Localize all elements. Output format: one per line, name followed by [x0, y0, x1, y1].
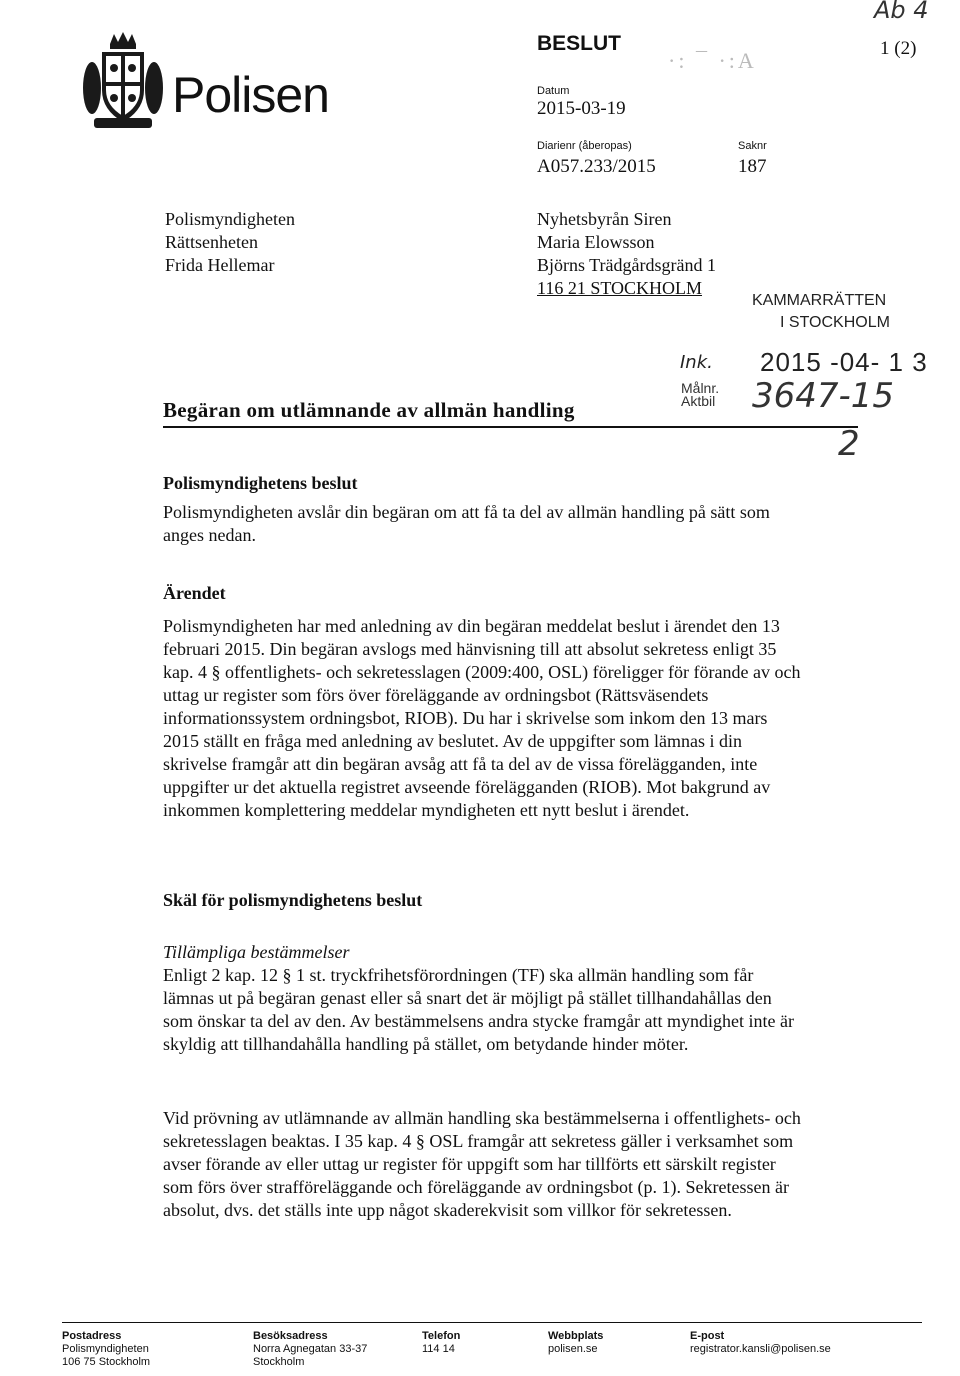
recipient-line: Björns Trädgårdsgränd 1	[537, 255, 716, 275]
footer-postal-address	[62, 1330, 150, 1369]
footer-divider	[62, 1322, 922, 1323]
received-label: Ink.	[680, 352, 713, 373]
diarienr-value: A057.233/2015	[537, 156, 656, 177]
recipient-block	[537, 208, 716, 300]
document-type: BESLUT	[537, 32, 621, 55]
footer-website	[548, 1330, 603, 1356]
subject-underline	[163, 426, 858, 428]
sender-line: Rättsenheten	[165, 232, 258, 252]
saknr-value: 187	[738, 156, 767, 177]
footer-heading: E-post	[690, 1330, 725, 1342]
recipient-line: 116 21 STOCKHOLM	[537, 278, 703, 298]
police-crest-logo	[80, 30, 166, 134]
sender-block	[165, 208, 295, 277]
date-value: 2015-03-19	[537, 98, 626, 119]
footer-heading: Besöksadress	[253, 1330, 328, 1342]
brand-name: Polisen	[172, 67, 329, 123]
footer-line: Polismyndigheten	[62, 1343, 149, 1355]
court-stamp-line: I STOCKHOLM	[780, 314, 890, 331]
handwritten-case-number: 3647-15	[752, 376, 895, 416]
footer-heading: Webbplats	[548, 1330, 604, 1342]
court-stamp-line: KAMMARRÄTTEN	[752, 292, 887, 309]
footer-heading: Telefon	[422, 1330, 461, 1342]
handwritten-aktbil-number: 2	[838, 424, 860, 464]
footer-line: polisen.se	[548, 1343, 598, 1355]
footer-line: Norra Agnegatan 33-37	[253, 1343, 368, 1355]
diarienr-label: Diarienr (åberopas)	[537, 140, 632, 152]
sender-line: Polismyndigheten	[165, 209, 295, 229]
case-number-label	[681, 382, 719, 408]
footer-visit-address	[253, 1330, 367, 1369]
footer-email	[690, 1330, 831, 1356]
received-date: 2015 -04- 1 3	[760, 347, 928, 377]
aktbil-label: Aktbil	[681, 393, 716, 409]
footer-phone	[422, 1330, 460, 1356]
faded-stamp: ·: ¯ ·:A	[668, 48, 757, 73]
decision-text: Polismyndigheten avslår din begäran om att få ta del av allmän handling på sätt som anges nedan.	[163, 502, 770, 545]
rules-subheading: Tillämpliga bestämmelser	[163, 942, 350, 962]
malnr-label: Målnr.	[681, 380, 720, 396]
saknr-label: Saknr	[738, 140, 767, 152]
footer-line: registrator.kansli@polisen.se	[690, 1343, 831, 1355]
case-text: Polismyndigheten har med anledning av din begäran meddelat beslut i ärendet den 13 februari 2015. Din begäran avslogs med hänvisning till att absolut sekretess enligt 35 kap. 4 § offentlighets- och sekretesslagen (2009:400, OSL) föreligger för förande av och uttag ur register som förs över föreläggande av ordningsbot (Rättsväsendets informationssystem ordningsbot, RIOB). Du har i skrivelse som inkom den 13 mars 2015 ställt en fråga med anledning av beslutet. Av de uppgifter som lämnas i din skrivelse framgår att din begäran avsåg att få ta del av de vissa förelägganden, inte uppgifter ur det aktuella registret avseende förelägganden (RIOB). Mot bakgrund av inkommen komplettering meddelar myndigheten ett nytt beslut i ärendet.	[163, 616, 801, 820]
rules-text-2: Vid prövning av utlämnande av allmän handling ska bestämmelserna i offentlighets- och sekretesslagen beaktas. I 35 kap. 4 § OSL framgår att sekretess gäller i verksamhet som avser förande av eller uttag ur register för uppgift som har tillförts ett särskilt register som förs över strafföreläggande och föreläggande av ordningsbot (p. 1). Sekretessen är absolut, dvs. det ställs inte upp något skaderekvisit som villkor för sekretessen.	[163, 1108, 801, 1220]
handwritten-ab-mark: Ab 4	[874, 0, 929, 24]
case-heading: Ärendet	[163, 583, 226, 603]
subject-heading: Begäran om utlämnande av allmän handling	[163, 398, 575, 422]
recipient-line: Nyhetsbyrån Siren	[537, 209, 672, 229]
footer-line: Stockholm	[253, 1356, 305, 1368]
reasons-heading: Skäl för polismyndighetens beslut	[163, 890, 423, 910]
decision-heading: Polismyndighetens beslut	[163, 473, 358, 493]
page-number: 1 (2)	[880, 38, 917, 59]
footer-line: 106 75 Stockholm	[62, 1356, 151, 1368]
rules-text-1: Enligt 2 kap. 12 § 1 st. tryckfrihetsförordningen (TF) ska allmän handling som får lämnas ut på begäran genast eller så snart det är möjligt på stället tillhandahållas den som önskar ta del av den. Av bestämmelsens andra stycke framgår att myndighet inte är skyldig att tillhandahålla handling på stället, om betydande hinder möter.	[163, 965, 794, 1054]
court-stamp	[752, 290, 890, 334]
footer-heading: Postadress	[62, 1330, 122, 1342]
date-label: Datum	[537, 85, 570, 97]
footer-line: 114 14	[422, 1343, 455, 1355]
sender-line: Frida Hellemar	[165, 255, 275, 275]
recipient-line: Maria Elowsson	[537, 232, 655, 252]
